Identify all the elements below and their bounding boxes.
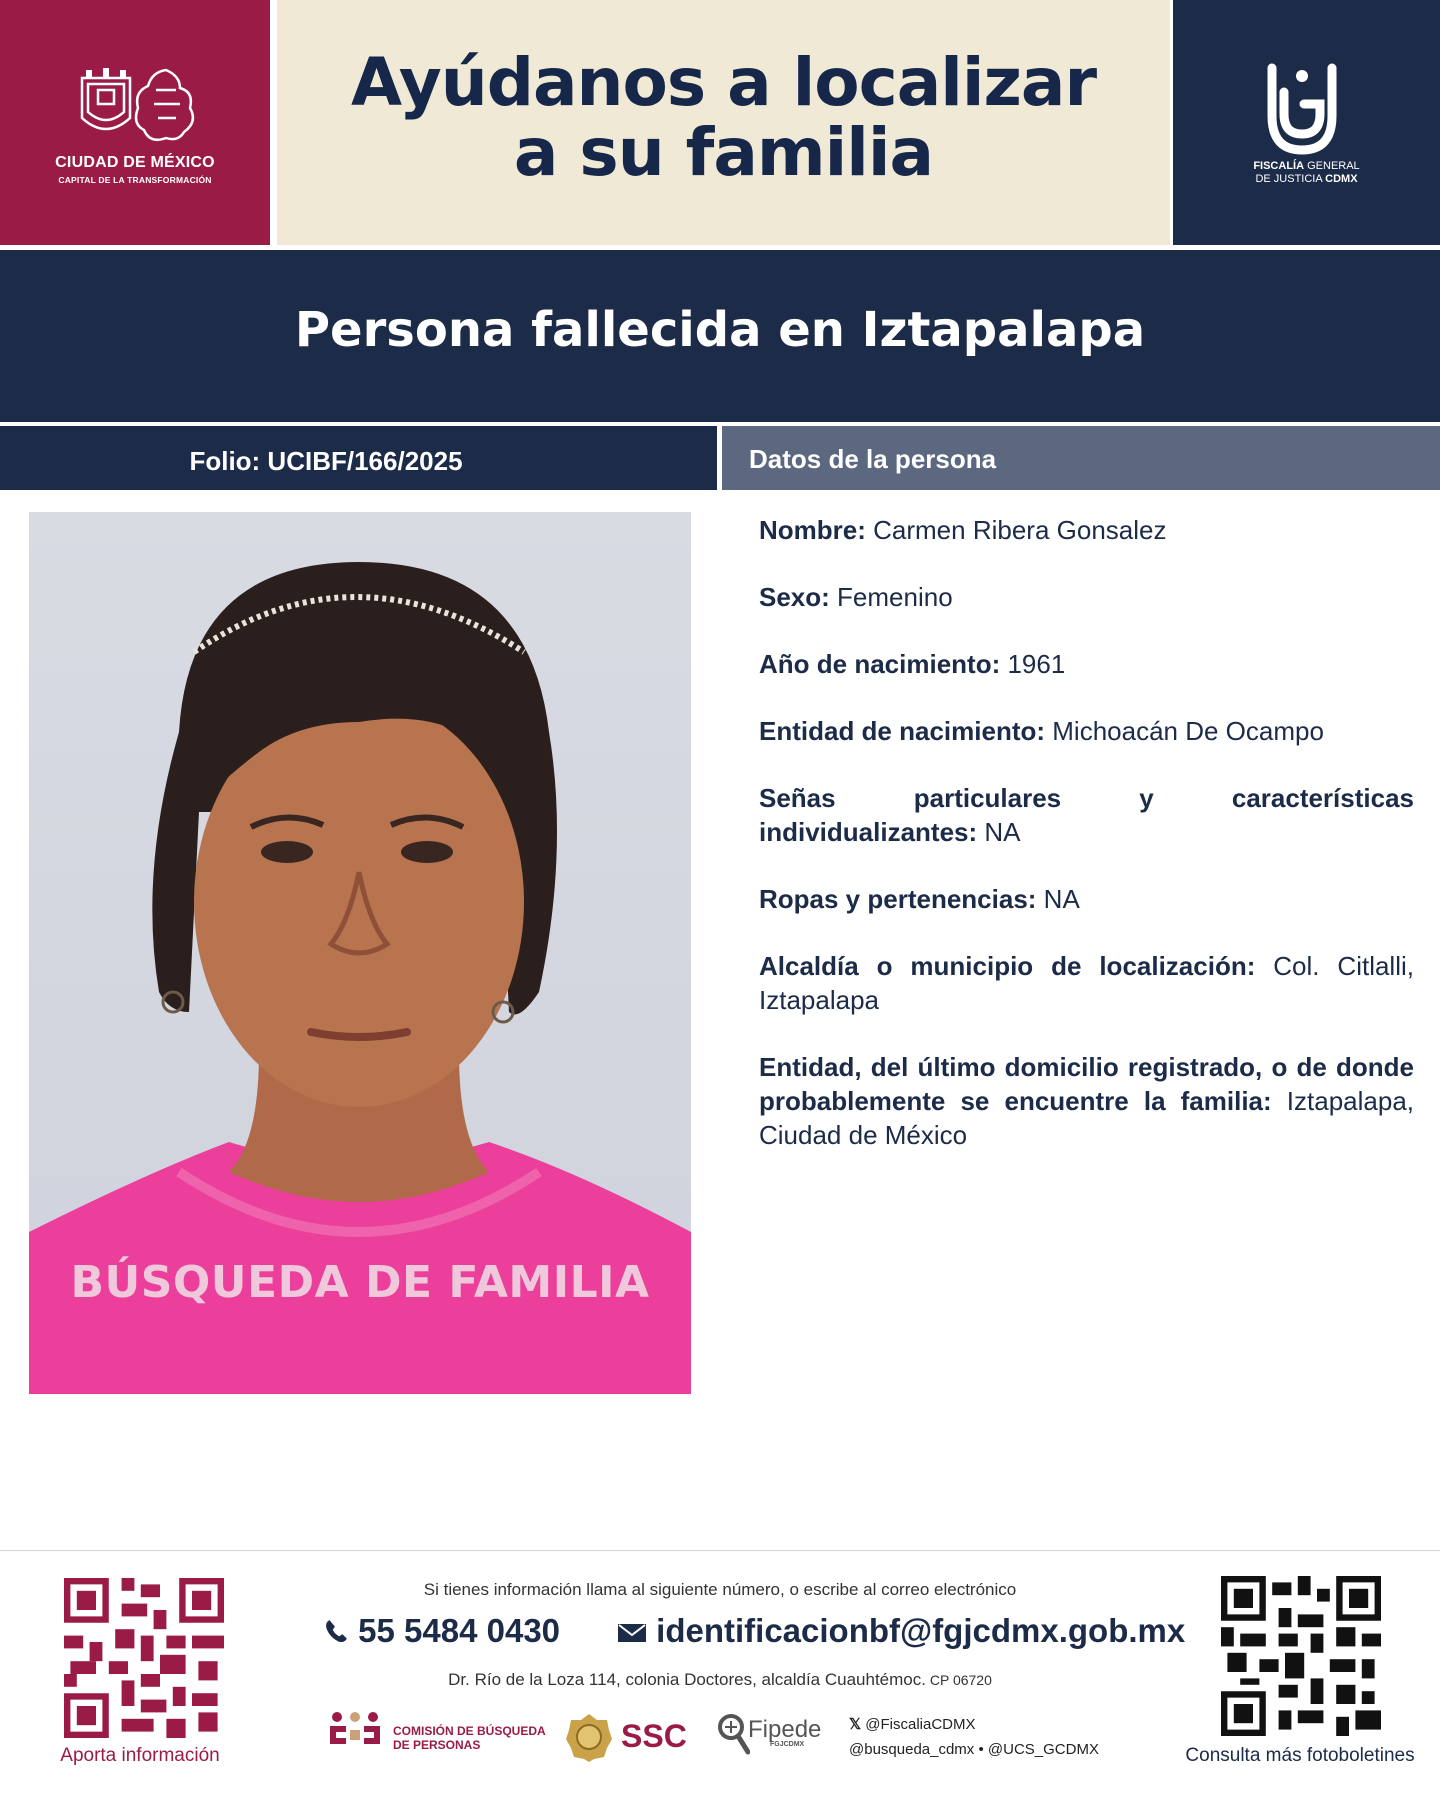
field-anio-nacimiento	[759, 647, 1414, 681]
address-text: Dr. Río de la Loza 114, colonia Doctores, alcaldía Cuauhtémoc.	[448, 1670, 926, 1689]
fgj-name-line2-bold: CDMX	[1325, 173, 1358, 185]
person-photo	[29, 512, 691, 1394]
phone-icon	[323, 1616, 349, 1646]
comision-busqueda-logo-icon	[328, 1710, 382, 1754]
field-nombre	[759, 513, 1414, 547]
field-label: Sexo:	[759, 582, 830, 612]
title-band	[0, 250, 1440, 422]
fgj-logo-icon	[1262, 62, 1342, 158]
folio-bar	[0, 426, 717, 490]
fgj-name	[1173, 160, 1440, 186]
photo-watermark: BÚSQUEDA DE FAMILIA	[70, 1257, 650, 1308]
fipede-subtitle: FGJCDMX	[770, 1741, 805, 1748]
field-value: Michoacán De Ocampo	[1045, 716, 1324, 746]
email-address[interactable]: identificacionbf@fgjcdmx.gob.mx	[656, 1612, 1186, 1649]
page-title: Persona fallecida en Iztapalapa	[294, 302, 1146, 358]
field-label: Entidad, del último domicilio registrado, o de donde probablemente se encuentre la familia:	[759, 1052, 1414, 1116]
field-ultimo-domicilio	[759, 1050, 1414, 1152]
field-entidad-nacimiento	[759, 714, 1414, 748]
field-value: NA	[1036, 884, 1080, 914]
address	[320, 1670, 1120, 1690]
social-handles[interactable]: @busqueda_cdmx • @UCS_GCDMX	[849, 1741, 1099, 1758]
field-sexo	[759, 580, 1414, 614]
envelope-icon	[617, 1621, 647, 1645]
field-label: Entidad de nacimiento:	[759, 716, 1046, 746]
field-value: NA	[977, 817, 1021, 847]
field-value: Iztapalapa, Ciudad de México	[759, 1086, 1414, 1150]
field-value: Col. Citlalli, Iztapalapa	[759, 951, 1414, 1015]
email-contact[interactable]	[617, 1612, 1185, 1650]
field-label: Señas particulares y características individualizantes:	[759, 783, 1414, 847]
cdmx-subtitle: CAPITAL DE LA TRANSFORMACIÓN	[58, 175, 212, 185]
phone-number[interactable]: 55 5484 0430	[358, 1612, 561, 1649]
field-label: Nombre:	[759, 515, 866, 545]
fgj-name-bold: FISCALÍA	[1253, 160, 1305, 172]
footer-divider	[0, 1550, 1440, 1551]
fipede-name: Fipede	[748, 1716, 822, 1743]
section-title: Datos de la persona	[749, 444, 997, 474]
x-icon: 𝕏	[849, 1716, 862, 1733]
headline-line-2: a su familia	[513, 114, 934, 191]
comision-line-1: COMISIÓN DE BÚSQUEDA	[393, 1724, 546, 1738]
field-value: Femenino	[829, 582, 953, 612]
field-senas-particulares	[759, 781, 1414, 849]
comision-busqueda-name	[393, 1724, 546, 1752]
contact-instructions: Si tienes información llama al siguiente número, o escribe al correo electrónico	[423, 1580, 1017, 1599]
field-label: Ropas y pertenencias:	[759, 884, 1037, 914]
cdmx-name: CIUDAD DE MÉXICO	[55, 154, 215, 171]
field-value: 1961	[1000, 649, 1066, 679]
qr-code-fotoboletines-icon[interactable]	[1221, 1576, 1381, 1736]
section-header	[722, 426, 1440, 490]
ssc-name: SSC	[621, 1718, 687, 1754]
fgj-name-line2: DE JUSTICIA	[1255, 173, 1326, 185]
field-ropas	[759, 882, 1414, 916]
magnifier-icon	[716, 1712, 750, 1758]
social-x[interactable]	[849, 1715, 976, 1733]
field-label: Año de nacimiento:	[759, 649, 1001, 679]
qr-left-caption[interactable]: Aporta información	[60, 1745, 220, 1766]
ssc-badge-icon	[566, 1712, 612, 1762]
qr-code-aporta-icon[interactable]	[64, 1578, 224, 1738]
postal-code: CP 06720	[925, 1672, 992, 1688]
field-value: Carmen Ribera Gonsalez	[865, 515, 1167, 545]
cdmx-emblem-icon	[78, 66, 198, 146]
qr-right-caption[interactable]: Consulta más fotoboletines	[1185, 1745, 1415, 1766]
folio: Folio: UCIBF/166/2025	[189, 446, 463, 476]
person-data	[759, 513, 1414, 1185]
headline-line-1: Ayúdanos a localizar	[351, 44, 1096, 121]
headline	[277, 44, 1170, 191]
comision-line-2: DE PERSONAS	[393, 1738, 481, 1752]
field-alcaldia	[759, 949, 1414, 1017]
fgj-name-rest: GENERAL	[1304, 160, 1360, 172]
phone-contact[interactable]	[323, 1612, 560, 1650]
field-label: Alcaldía o municipio de localización:	[759, 951, 1256, 981]
social-handle-fiscalia[interactable]: @FiscaliaCDMX	[865, 1716, 976, 1733]
